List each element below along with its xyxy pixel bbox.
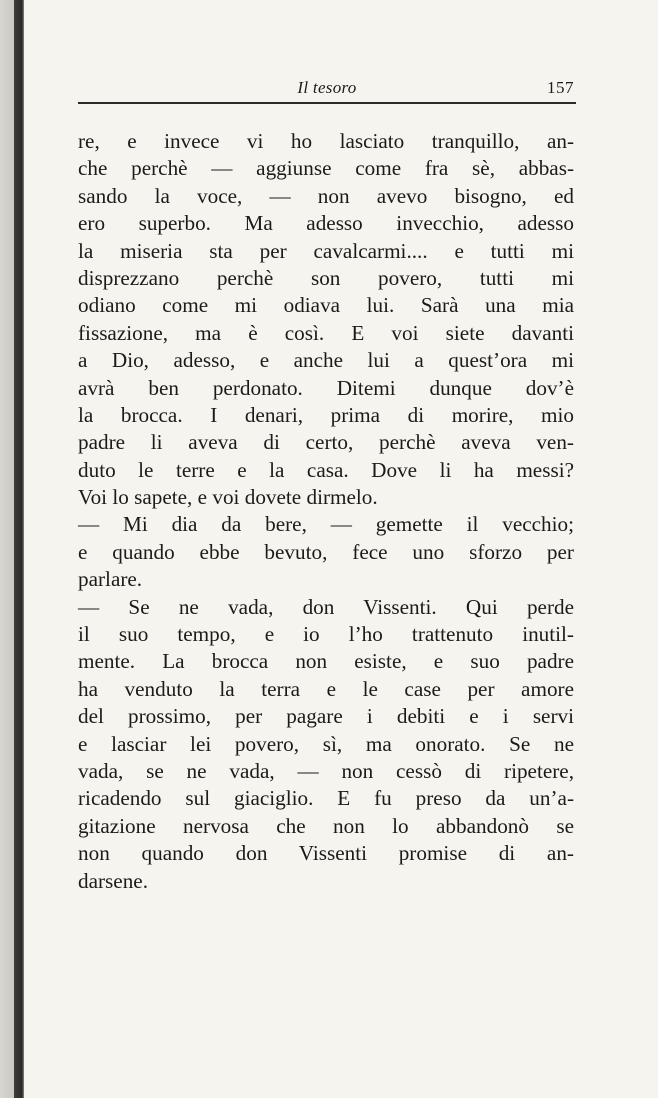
- text-line: il suo tempo, e io l’ho trattenuto inutil-: [78, 622, 574, 647]
- book-page: [24, 0, 658, 1098]
- text-line: e lasciar lei povero, sì, ma onorato. Se ne: [78, 731, 574, 756]
- text-line: mente. La brocca non esiste, e suo padre: [78, 649, 574, 674]
- text-line: — Se ne vada, don Vissenti. Qui perde: [78, 594, 574, 619]
- text-line: gitazione nervosa che non lo abbandonò se: [78, 813, 574, 838]
- running-title: Il tesoro: [297, 78, 357, 97]
- text-line: — Mi dia da bere, — gemette il vecchio;: [78, 512, 574, 537]
- text-line: del prossimo, per pagare i debiti e i servi: [78, 704, 574, 729]
- text-line: la brocca. I denari, prima di morire, mio: [78, 402, 574, 427]
- text-line: parlare.: [78, 567, 143, 592]
- book-binding-edge: [0, 0, 24, 1098]
- text-line: vada, se ne vada, — non cessò di ripetere,: [78, 758, 574, 783]
- text-line: non quando don Vissenti promise di an-: [78, 841, 574, 866]
- text-line: avrà ben perdonato. Ditemi dunque dov’è: [78, 375, 574, 400]
- text-line: odiano come mi odiava lui. Sarà una mia: [78, 293, 574, 318]
- text-line: e quando ebbe bevuto, fece uno sforzo per: [78, 539, 574, 564]
- text-line: la miseria sta per cavalcarmi.... e tutti mi: [78, 238, 574, 263]
- text-line: padre li aveva di certo, perchè aveva ven-: [78, 430, 574, 455]
- text-line: a Dio, adesso, e anche lui a quest’ora mi: [78, 348, 574, 373]
- body-text: [78, 128, 574, 895]
- text-line: ha venduto la terra e le case per amore: [78, 676, 574, 701]
- text-line: fissazione, ma è così. E voi siete davanti: [78, 320, 574, 345]
- text-line: disprezzano perchè son povero, tutti mi: [78, 265, 574, 290]
- text-line: Voi lo sapete, e voi dovete dirmelo.: [78, 485, 378, 510]
- page-header: [78, 76, 576, 104]
- page-number: 157: [547, 78, 574, 97]
- text-line: sando la voce, — non avevo bisogno, ed: [78, 183, 574, 208]
- text-line: re, e invece vi ho lasciato tranquillo, an-: [78, 129, 574, 153]
- text-line: che perchè — aggiunse come fra sè, abbas-: [78, 156, 574, 181]
- text-line: ricadendo sul giaciglio. E fu preso da un’a-: [78, 786, 574, 811]
- text-line: duto le terre e la casa. Dove li ha messi?: [78, 457, 574, 482]
- text-line: darsene.: [78, 868, 148, 893]
- text-line: ero superbo. Ma adesso invecchio, adesso: [78, 211, 574, 236]
